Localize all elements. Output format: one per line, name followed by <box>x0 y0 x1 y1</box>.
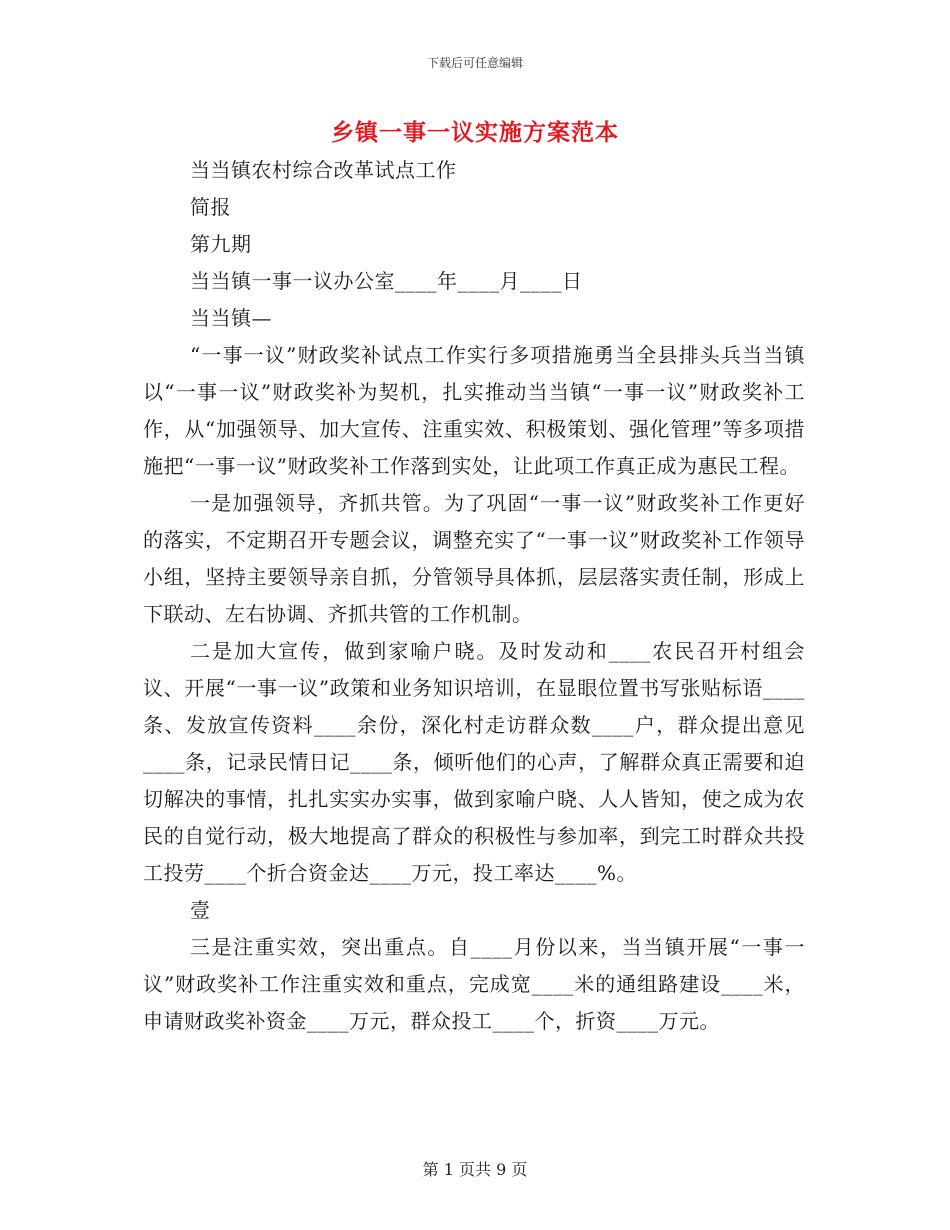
intro-line: 当当镇农村综合改革试点工作 <box>190 158 457 182</box>
body-paragraph: 三是注重实效，突出重点。自____月份以来，当当镇开展“一事一议”财政奖补工作注重实效和重点，完成宽____米的通组路建设____米，申请财政奖补资金____万元，群众投工____个，折资____万元。 <box>143 935 805 1033</box>
document-body <box>143 152 805 1040</box>
intro-line: 当当镇— <box>190 306 272 330</box>
body-paragraph: “一事一议”财政奖补试点工作实行多项措施勇当全县排头兵当当镇以“一事一议”财政奖补为契机，扎实推动当当镇“一事一议”财政奖补工作，从“加强领导、加大宣传、注重实效、积极策划、强化管理”等多项措施把“一事一议”财政奖补工作落到实处，让此项工作真正成为惠民工程。 <box>143 343 805 478</box>
body-paragraph: 一是加强领导，齐抓共管。为了巩固“一事一议”财政奖补工作更好的落实，不定期召开专题会议，调整充实了“一事一议”财政奖补工作领导小组，坚持主要领导亲自抓，分管领导具体抓，层层落实责任制，形成上下联动、左右协调、齐抓共管的工作机制。 <box>143 491 805 626</box>
body-paragraph: 二是加大宣传，做到家喻户晓。及时发动和____农民召开村组会议、开展“一事一议”政策和业务知识培训，在显眼位置书写张贴标语____条、发放宣传资料____余份，深化村走访群众数____户，群众提出意见____条，记录民情日记____条，倾听他们的心声，了解群众真正需要和迫切解决的事情，扎扎实实办实事，做到家喻户晓、人人皆知，使之成为农民的自觉行动，极大地提高了群众的积极性与参加率，到完工时群众共投工投劳____个折合资金达____万元，投工率达____%。 <box>143 639 805 885</box>
intro-line: 简报 <box>190 195 231 219</box>
page-number-footer: 第 1 页共 9 页 <box>422 1160 528 1179</box>
body-paragraph: 壹 <box>190 898 211 922</box>
intro-line: 第九期 <box>190 232 252 256</box>
page-header-note: 下载后可任意编辑 <box>426 56 523 70</box>
document-title: 乡镇一事一议实施方案范本 <box>331 119 619 146</box>
intro-line: 当当镇一事一议办公室____年____月____日 <box>190 269 583 293</box>
